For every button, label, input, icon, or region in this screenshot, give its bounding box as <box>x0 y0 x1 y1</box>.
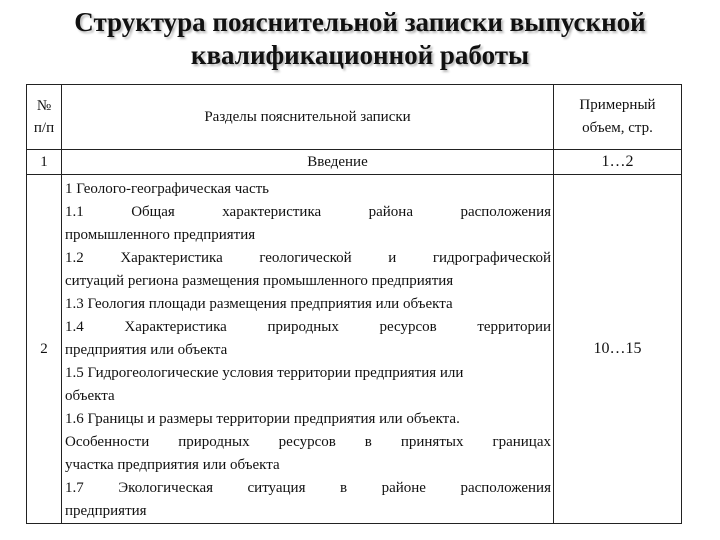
page-title <box>0 6 720 72</box>
section-line: промышленного предприятия <box>65 227 256 243</box>
header-number-abbr: п/п <box>33 120 55 136</box>
section-line: 1.1 Общая характеристика района расположения <box>65 204 551 220</box>
section-line: 1.6 Границы и размеры территории предприятия или объекта. <box>65 411 460 427</box>
section-line: ситуаций региона размещения промышленного предприятия <box>65 273 454 289</box>
row-section: Введение <box>62 150 554 175</box>
row-number: 2 <box>27 175 62 524</box>
table-row <box>27 150 682 175</box>
table-row <box>27 175 682 524</box>
row-volume: 10…15 <box>554 175 682 524</box>
section-line: 1 Геолого-географическая часть <box>65 181 270 197</box>
section-line: предприятия или объекта <box>65 342 228 358</box>
title-line-1: Структура пояснительной записки выпускной <box>74 7 646 37</box>
row-volume: 1…2 <box>554 150 682 175</box>
row-section-list <box>62 175 554 524</box>
header-number <box>27 85 62 150</box>
section-line: 1.3 Геология площади размещения предприятия или объекта <box>65 296 453 312</box>
header-volume-line-2: объем, стр. <box>582 120 653 136</box>
section-line: участка предприятия или объекта <box>65 457 280 473</box>
section-line: предприятия <box>65 503 147 519</box>
section-line: Особенности природных ресурсов в принятых границах <box>65 434 551 450</box>
header-row <box>27 85 682 150</box>
section-line: объекта <box>65 388 115 404</box>
section-line: 1.2 Характеристика геологической и гидрографической <box>65 250 551 266</box>
structure-table <box>26 84 682 524</box>
header-volume-line-1: Примерный <box>579 97 656 113</box>
header-volume <box>554 85 682 150</box>
header-sections: Разделы пояснительной записки <box>62 85 554 150</box>
section-line: 1.5 Гидрогеологические условия территории предприятия или <box>65 365 464 381</box>
section-line: 1.4 Характеристика природных ресурсов территории <box>65 319 551 335</box>
header-number-symbol: № <box>36 98 52 114</box>
row-number: 1 <box>27 150 62 175</box>
title-line-2: квалификационной работы <box>190 40 530 70</box>
section-line: 1.7 Экологическая ситуация в районе расположения <box>65 480 551 496</box>
